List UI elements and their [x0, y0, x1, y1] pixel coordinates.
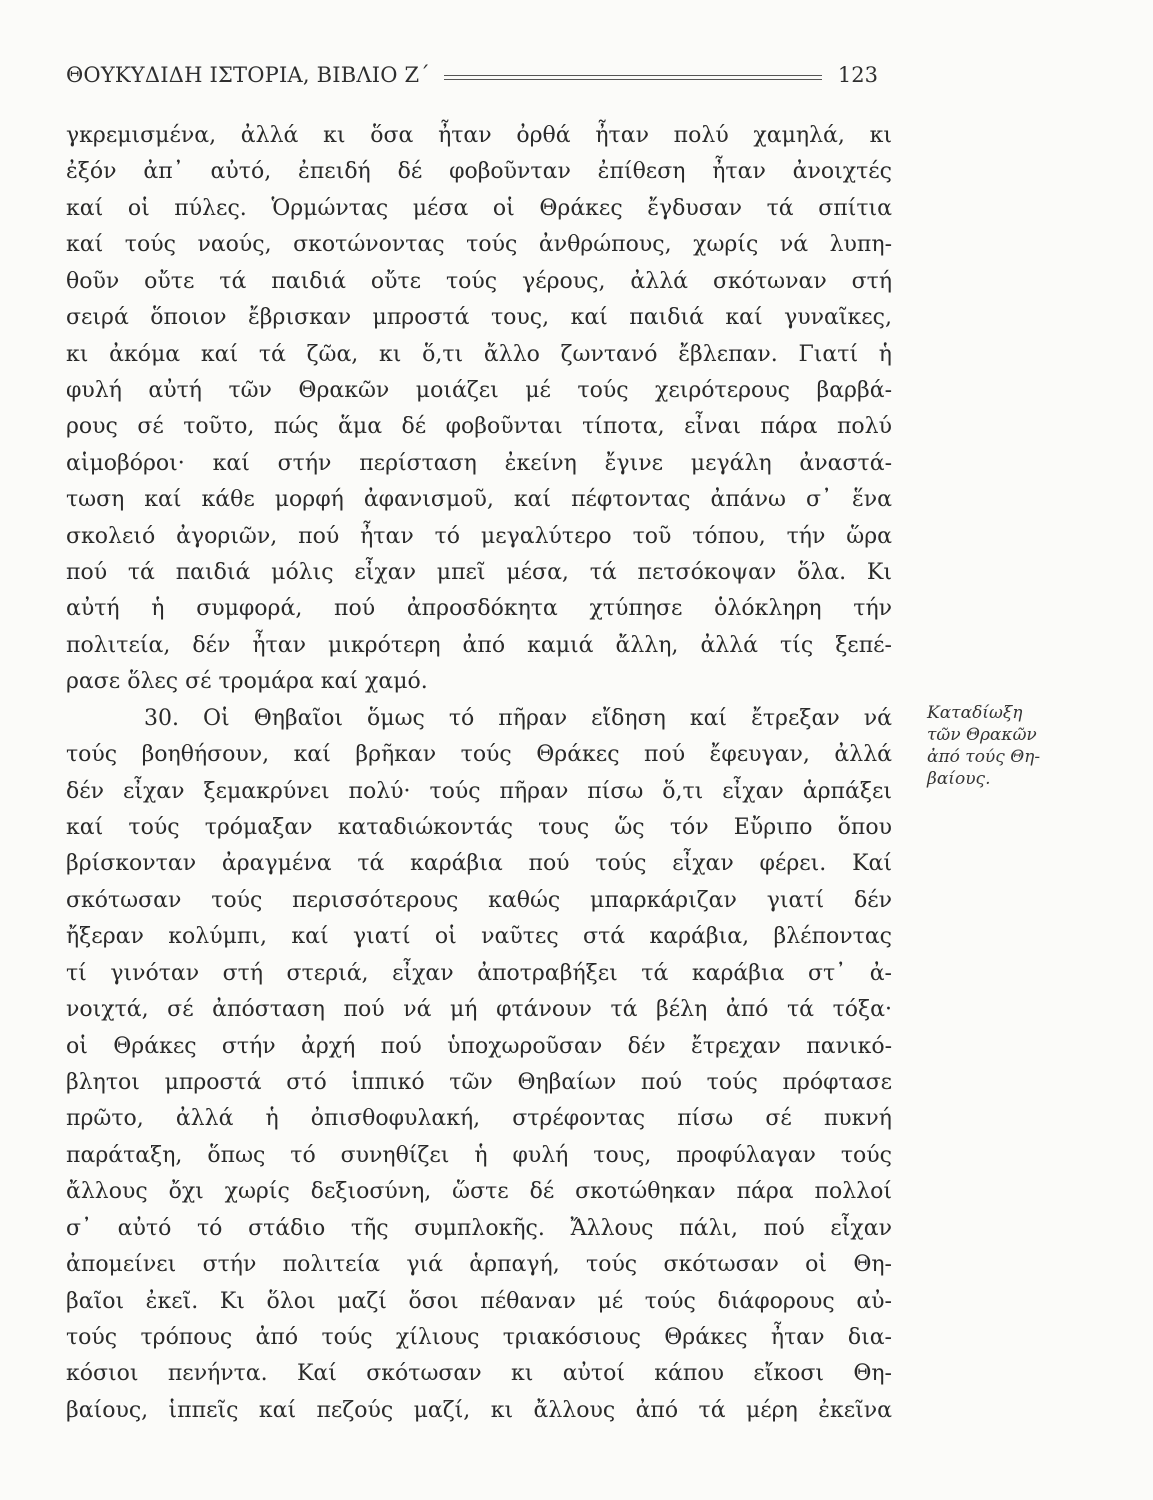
- text-line: δέν εἶχαν ξεμακρύνει πολύ· τούς πῆραν πίσω ὅ,τι εἶχαν ἁρπάξει: [66, 778, 892, 804]
- page-number: 123: [837, 63, 878, 87]
- text-line: τούς βοηθήσουν, καί βρῆκαν τούς Θράκες πού ἔφευγαν, ἀλλά: [66, 742, 892, 768]
- text-line: πρῶτο, ἀλλά ἡ ὀπισθοφυλακή, στρέφοντας πίσω σέ πυκνή: [66, 1106, 892, 1132]
- running-header: [66, 58, 878, 92]
- text-line: παράταξη, ὅπως τό συνηθίζει ἡ φυλή τους, προφύλαγαν τούς: [66, 1142, 892, 1168]
- margin-note-line: Καταδίωξη: [927, 703, 1023, 723]
- text-line: τί γινόταν στή στεριά, εἶχαν ἀποτραβήξει τά καράβια στ᾽ ἀ-: [66, 960, 892, 986]
- paragraph-end-line: ρασε ὅλες σέ τρομάρα καί χαμό.: [66, 669, 428, 695]
- text-line: οἱ Θράκες στήν ἀρχή πού ὑποχωροῦσαν δέν ἔτρεχαν πανικό-: [66, 1033, 892, 1059]
- text-line: νοιχτά, σέ ἀπόσταση πού νά μή φτάνουν τά βέλη ἀπό τά τόξα·: [66, 997, 892, 1023]
- text-line: φυλή αὐτή τῶν Θρακῶν μοιάζει μέ τούς χειρότερους βαρβά-: [66, 377, 892, 403]
- text-line: βλητοι μπροστά στό ἱππικό τῶν Θηβαίων πού τούς πρόφτασε: [66, 1069, 892, 1095]
- text-line: πού τά παιδιά μόλις εἶχαν μπεῖ μέσα, τά πετσόκοψαν ὅλα. Κι: [66, 560, 892, 586]
- text-line: κόσιοι πενήντα. Καί σκότωσαν κι αὐτοί κάπου εἴκοσι Θη-: [66, 1361, 892, 1387]
- text-line: βαίους, ἱππεῖς καί πεζούς μαζί, κι ἄλλους ἀπό τά μέρη ἐκεῖνα: [66, 1397, 892, 1423]
- text-line: ἐξόν ἀπ᾽ αὐτό, ἐπειδή δέ φοβοῦνταν ἐπίθεση ἦταν ἀνοιχτές: [66, 159, 892, 185]
- margin-note: [927, 702, 1067, 790]
- text-line: πολιτεία, δέν ἦταν μικρότερη ἀπό καμιά ἄλλη, ἀλλά τίς ξεπέ-: [66, 632, 892, 658]
- text-line: καί τούς τρόμαξαν καταδιώκοντάς τους ὥς τόν Εὔριπο ὅπου: [66, 815, 892, 841]
- body-text: [66, 118, 892, 1429]
- text-line: ἤξεραν κολύμπι, καί γιατί οἱ ναῦτες στά καράβια, βλέποντας: [66, 924, 892, 950]
- header-rule: [444, 75, 822, 80]
- section-30-first-line: 30. Οἱ Θηβαῖοι ὅμως τό πῆραν εἴδηση καί ἔτρεξαν νά: [144, 705, 892, 731]
- text-line: βαῖοι ἐκεῖ. Κι ὅλοι μαζί ὅσοι πέθαναν μέ τούς διάφορους αὐ-: [66, 1288, 892, 1314]
- text-line: αἱμοβόροι· καί στήν περίσταση ἐκείνη ἔγινε μεγάλη ἀναστά-: [66, 450, 892, 476]
- text-line: τωση καί κάθε μορφή ἀφανισμοῦ, καί πέφτοντας ἀπάνω σ᾽ ἕνα: [66, 487, 892, 513]
- text-line: αὐτή ἡ συμφορά, πού ἀπροσδόκητα χτύπησε ὁλόκληρη τήν: [66, 596, 892, 622]
- text-line: ρους σέ τοῦτο, πώς ἅμα δέ φοβοῦνται τίποτα, εἶναι πάρα πολύ: [66, 414, 892, 440]
- text-line: καί οἱ πύλες. Ὁρμώντας μέσα οἱ Θράκες ἔγδυσαν τά σπίτια: [66, 195, 892, 221]
- text-line: καί τούς ναούς, σκοτώνοντας τούς ἀνθρώπους, χωρίς νά λυπη-: [66, 232, 892, 258]
- margin-note-line: τῶν Θρακῶν: [927, 725, 1037, 745]
- text-line: γκρεμισμένα, ἀλλά κι ὅσα ἦταν ὀρθά ἦταν πολύ χαμηλά, κι: [66, 123, 892, 148]
- text-line: ἄλλους ὄχι χωρίς δεξιοσύνη, ὥστε δέ σκοτώθηκαν πάρα πολλοί: [66, 1179, 892, 1205]
- text-line: θοῦν οὔτε τά παιδιά οὔτε τούς γέρους, ἀλλά σκότωναν στή: [66, 268, 892, 294]
- margin-note-line: βαίους.: [927, 769, 991, 789]
- text-line: σ᾽ αὐτό τό στάδιο τῆς συμπλοκῆς. Ἄλλους πάλι, πού εἶχαν: [66, 1215, 892, 1241]
- text-line: κι ἀκόμα καί τά ζῶα, κι ὅ,τι ἄλλο ζωντανό ἔβλεπαν. Γιατί ἡ: [66, 341, 892, 367]
- text-line: τούς τρόπους ἀπό τούς χίλιους τριακόσιους Θράκες ἦταν δια-: [66, 1324, 892, 1350]
- text-line: βρίσκονταν ἀραγμένα τά καράβια πού τούς εἶχαν φέρει. Καί: [66, 851, 892, 877]
- text-line: σκότωσαν τούς περισσότερους καθώς μπαρκάριζαν γιατί δέν: [66, 887, 892, 913]
- text-line: σειρά ὅποιον ἔβρισκαν μπροστά τους, καί παιδιά καί γυναῖκες,: [66, 305, 892, 331]
- text-line: σκολειό ἀγοριῶν, πού ἦταν τό μεγαλύτερο τοῦ τόπου, τήν ὥρα: [66, 523, 892, 549]
- text-line: ἀπομείνει στήν πολιτεία γιά ἁρπαγή, τούς σκότωσαν οἱ Θη-: [66, 1252, 892, 1278]
- running-title: ΘΟΥΚΥΔΙΔΗ ΙΣΤΟΡΙΑ, ΒΙΒΛΙΟ Ζ΄: [66, 63, 430, 87]
- margin-note-line: ἀπό τούς Θη-: [927, 747, 1041, 767]
